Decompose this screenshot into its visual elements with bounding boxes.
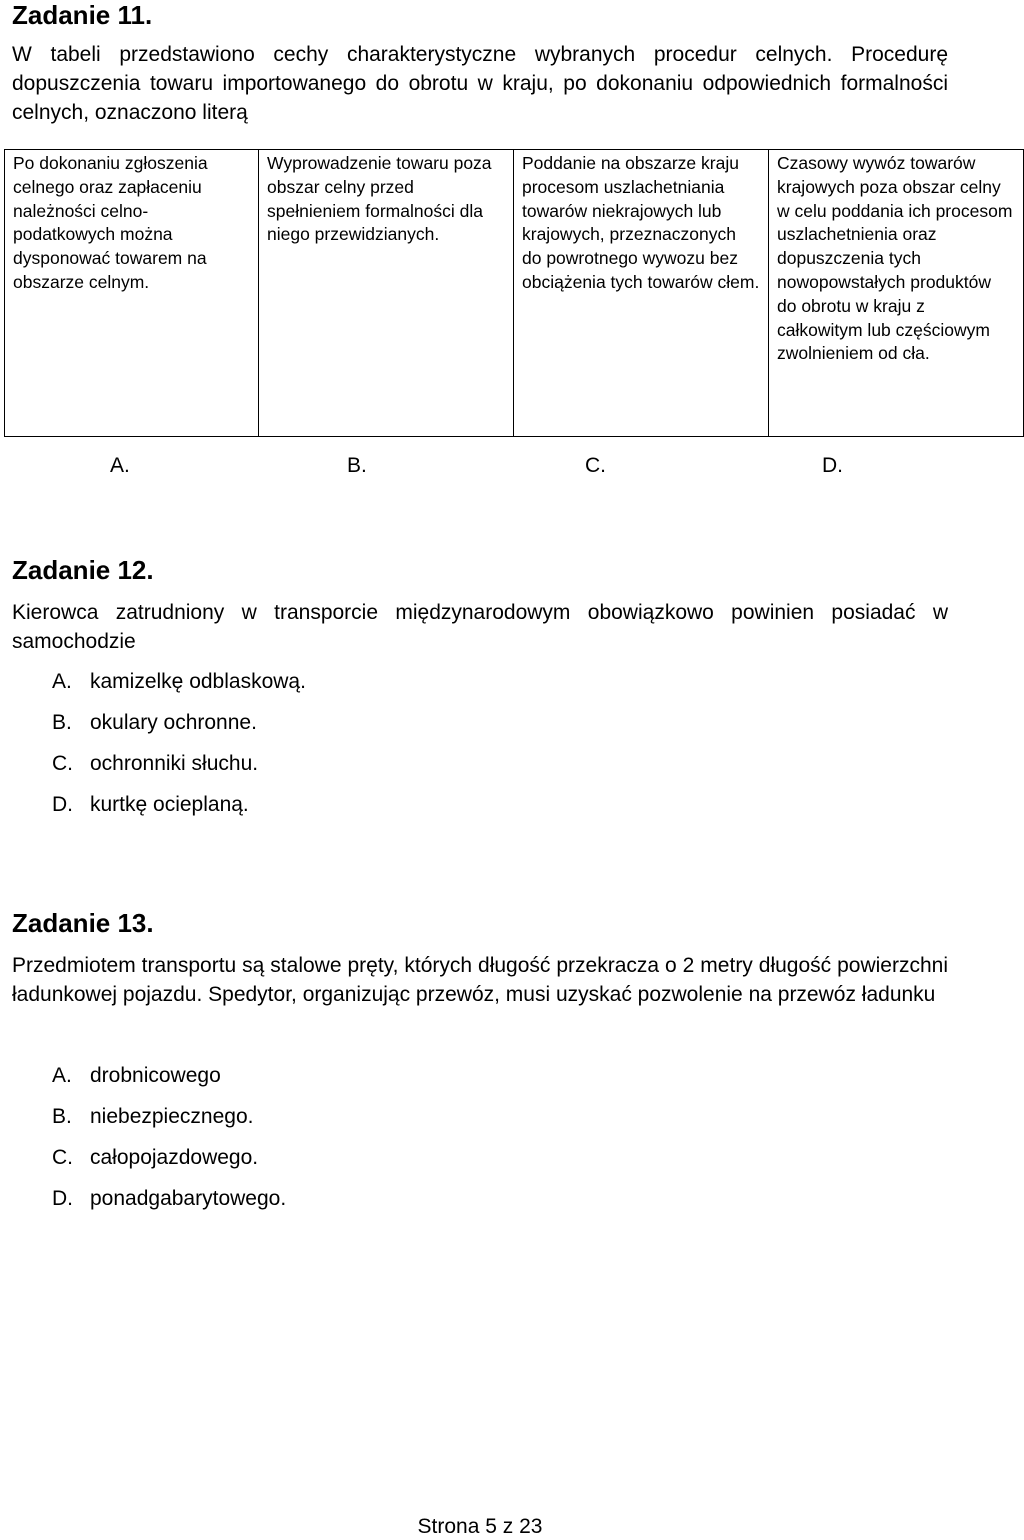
task-13-title: Zadanie 13. — [12, 908, 154, 938]
answer-letter-c[interactable]: C. — [585, 454, 606, 477]
task-11-question: W tabeli przedstawiono cechy charakterystyczne wybranych procedur celnych. Procedurę dopuszczenia towaru importowanego do obrotu w kraju, po dokonaniu odpowiednich formalności celnych, oznaczono literą — [12, 43, 948, 124]
answer-label: A. — [52, 1064, 72, 1087]
answer-letter-a[interactable]: A. — [110, 454, 130, 477]
answer-text: kamizelkę odblaskową. — [90, 670, 306, 693]
answer-letters — [0, 452, 960, 482]
answer-option[interactable] — [52, 1103, 286, 1144]
answer-option[interactable] — [52, 1144, 286, 1185]
procedure-cell-a: Po dokonaniu zgłoszenia celnego oraz zapłaceniu należności celno-podatkowych można dysponować towarem na obszarze celnym. — [5, 150, 259, 437]
answer-label: A. — [52, 670, 72, 693]
procedure-cell-b: Wyprowadzenie towaru poza obszar celny przed spełnieniem formalności dla niego przewidzianych. — [259, 150, 514, 437]
answer-text: kurtkę ocieplaną. — [90, 793, 249, 816]
answer-option[interactable] — [52, 791, 306, 832]
answer-text: ochronniki słuchu. — [90, 752, 259, 775]
answer-letter-d[interactable]: D. — [822, 454, 843, 477]
answer-text: całopojazdowego. — [90, 1146, 259, 1169]
procedure-cell-c: Poddanie na obszarze kraju procesom uszlachetniania towarów niekrajowych lub krajowych, przeznaczonych do powrotnego wywozu bez obciążenia tych towarów cłem. — [514, 150, 769, 437]
answer-label: B. — [52, 1105, 72, 1128]
answer-option[interactable] — [52, 750, 306, 791]
answer-label: C. — [52, 752, 73, 775]
answer-option[interactable] — [52, 1062, 286, 1103]
task-13-question: Przedmiotem transportu są stalowe pręty, których długość przekracza o 2 metry długość powierzchni ładunkowej pojazdu. Spedytor, organizując przewóz, musi uzyskać pozwolenie na przewóz ładunku — [12, 954, 948, 1006]
table-row — [5, 150, 1024, 437]
answer-label: D. — [52, 1187, 73, 1210]
answer-option[interactable] — [52, 709, 306, 750]
answer-text: niebezpiecznego. — [90, 1105, 254, 1128]
answer-label: D. — [52, 793, 73, 816]
task-12-title: Zadanie 12. — [12, 555, 154, 585]
answer-label: B. — [52, 711, 72, 734]
task-12-question: Kierowca zatrudniony w transporcie międzynarodowym obowiązkowo powinien posiadać w samochodzie — [12, 601, 948, 653]
task-11-title: Zadanie 11. — [12, 0, 153, 30]
answer-text: ponadgabarytowego. — [90, 1187, 287, 1210]
answer-text: okulary ochronne. — [90, 711, 257, 734]
answer-option[interactable] — [52, 668, 306, 709]
procedure-cell-d: Czasowy wywóz towarów krajowych poza obszar celny w celu poddania ich procesom uszlachetnienia oraz dopuszczenia tych nowopowstałych produktów do obrotu w kraju z całkowitym lub częściowym zwolnieniem od cła. — [769, 150, 1024, 437]
task-13-answers — [52, 1062, 286, 1226]
task-12-answers — [52, 668, 306, 832]
procedures-table — [4, 149, 1024, 437]
answer-option[interactable] — [52, 1185, 286, 1226]
answer-text: drobnicowego — [90, 1064, 221, 1087]
answer-letter-b[interactable]: B. — [347, 454, 367, 477]
answer-label: C. — [52, 1146, 73, 1169]
page-number: Strona 5 z 23 — [417, 1515, 543, 1538]
